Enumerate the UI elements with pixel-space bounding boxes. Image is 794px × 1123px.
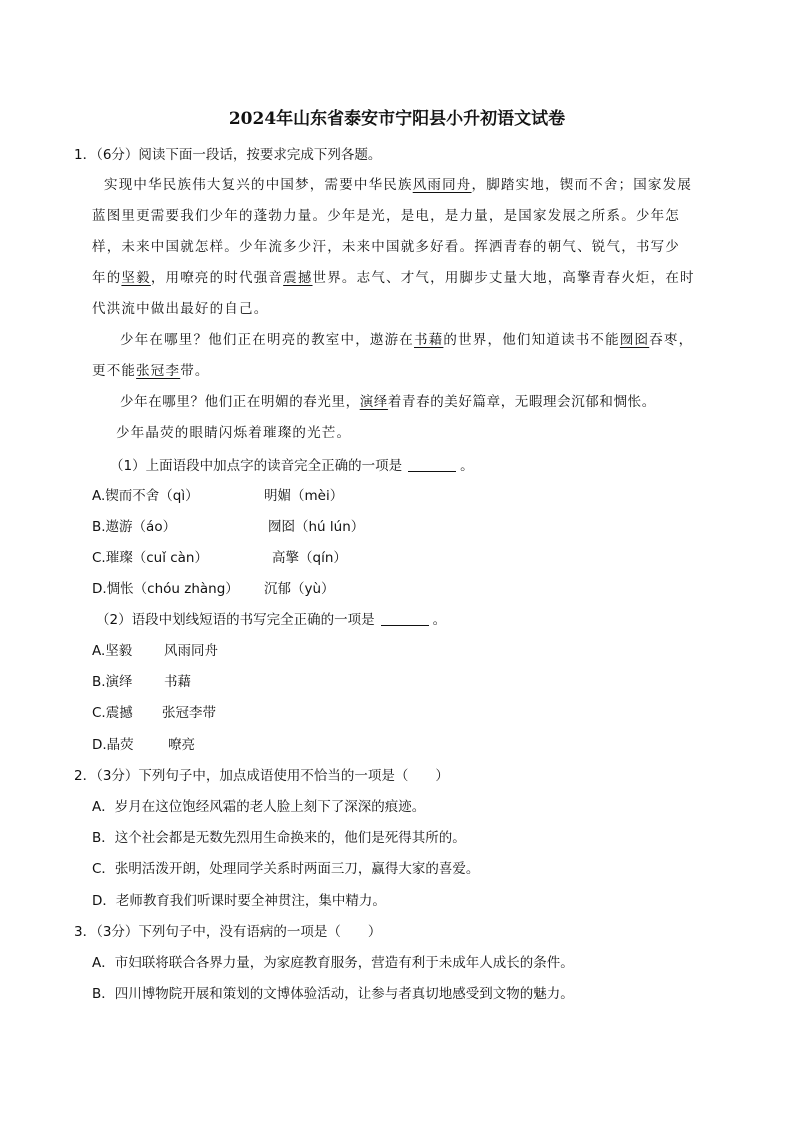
q3-stem: 3．（3分）下列句子中，没有语病的一项是（ ） [74, 924, 382, 940]
underlined-phrase: 书藉 [414, 332, 444, 348]
q2-option-c[interactable]: C．张明活泼开朗，处理同学关系时两面三刀，赢得大家的喜爱。 [92, 861, 480, 877]
q1-sub2-option-b[interactable]: B.演绎 书藉 [92, 674, 191, 690]
q1-p4: 少年晶荧的眼睛闪烁着璀璨的光芒。 [116, 425, 352, 441]
q2-stem: 2．（3分）下列句子中，加点成语使用不恰当的一项是（ ） [74, 768, 449, 784]
q1-sub2-option-d[interactable]: D.晶荧 嘹亮 [92, 737, 195, 753]
q1-p2-line1: 少年在哪里？他们正在明亮的教室中，遨游在书藉的世界，他们知道读书不能囫囵吞枣， [120, 332, 694, 348]
q1-p1-line3: 样，未来中国就怎样。少年流多少汗，未来中国就多好看。挥洒青春的朝气、锐气，书写少 [92, 239, 680, 255]
underlined-phrase: 风雨同舟 [412, 177, 472, 193]
q3-option-b[interactable]: B．四川博物院开展和策划的文博体验活动，让参与者真切地感受到文物的魅力。 [92, 986, 574, 1002]
q1-sub1-option-a[interactable]: A.锲而不舍（qì） 明媚（mèi） [92, 488, 344, 504]
q2-option-b[interactable]: B．这个社会都是无数先烈用生命换来的，他们是死得其所的。 [92, 830, 466, 846]
q3-option-a[interactable]: A．市妇联将联合各界力量，为家庭教育服务，营造有利于未成年人成长的条件。 [92, 955, 574, 971]
q1-sub1-stem: （1）上面语段中加点字的读音完全正确的一项是 。 [110, 458, 474, 474]
underlined-phrase: 震撼 [283, 270, 313, 286]
underlined-phrase: 坚毅 [121, 270, 151, 286]
q1-sub2-option-c[interactable]: C.震撼 张冠李带 [92, 705, 216, 721]
q2-option-a[interactable]: A．岁月在这位饱经风霜的老人脸上刻下了深深的痕迹。 [92, 799, 426, 815]
q1-sub1-option-c[interactable]: C.璀璨（cuǐ càn） 高擎（qín） [92, 550, 347, 566]
q1-sub1-option-d[interactable]: D.惆怅（chóu zhàng） 沉郁（yù） [92, 581, 335, 597]
q1-p1-line2: 蓝图里更需要我们少年的蓬勃力量。少年是光，是电，是力量，是国家发展之所系。少年怎 [92, 208, 680, 224]
q1-p2-line2: 更不能张冠李带。 [92, 363, 210, 379]
q1-sub1-option-b[interactable]: B.遨游（áo） 囫囵（hú lún） [92, 519, 365, 535]
page-title: 2024年山东省泰安市宁阳县小升初语文试卷 [228, 109, 566, 129]
q1-sub2-option-a[interactable]: A.坚毅 风雨同舟 [92, 643, 218, 659]
q1-p1-line1: 实现中华民族伟大复兴的中国梦，需要中华民族风雨同舟，脚踏实地，锲而不舍；国家发展 [104, 177, 693, 193]
q1-stem: 1．（6分）阅读下面一段话，按要求完成下列各题。 [74, 147, 382, 163]
underlined-phrase: 演绎 [359, 394, 388, 410]
answer-blank[interactable] [408, 471, 456, 472]
underlined-phrase: 张冠李 [136, 363, 181, 379]
q2-option-d[interactable]: D．老师教育我们听课时要全神贯注，集中精力。 [92, 893, 386, 909]
q1-p3: 少年在哪里？他们正在明媚的春光里，演绎着青春的美好篇章，无暇理会沉郁和惆怅。 [120, 394, 656, 410]
q1-sub2-stem: （2）语段中划线短语的书写完全正确的一项是 。 [96, 612, 447, 628]
q1-p1-line5: 代洪流中做出最好的自己。 [92, 301, 269, 317]
q1-p1-line4: 年的坚毅，用嘹亮的时代强音震撼世界。志气、才气，用脚步丈量大地，高擎青春火炬，在时 [92, 270, 695, 286]
answer-blank[interactable] [381, 625, 429, 626]
underlined-phrase: 囫囵 [619, 332, 650, 348]
